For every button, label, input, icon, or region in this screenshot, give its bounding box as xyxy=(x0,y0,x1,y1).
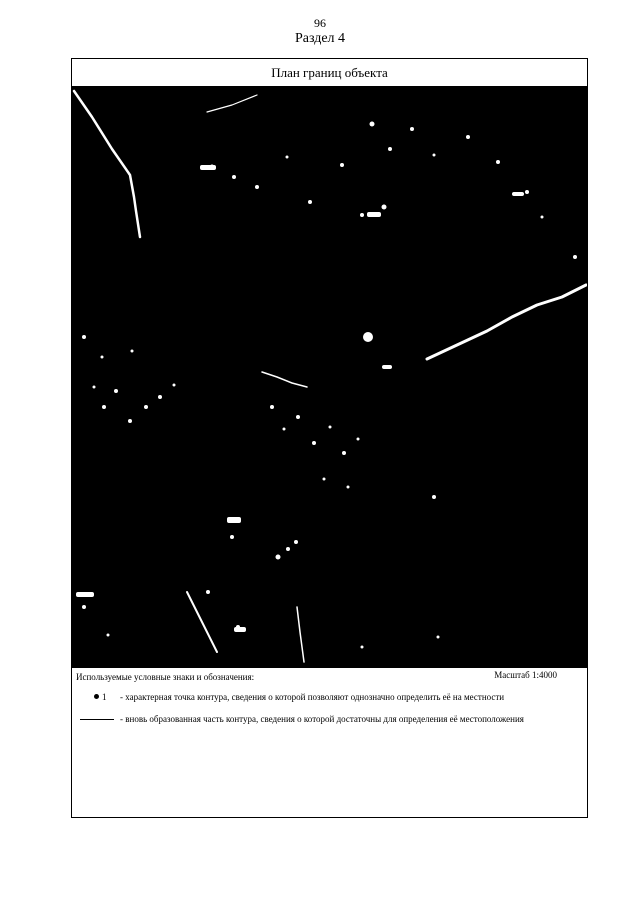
map-patch xyxy=(200,165,216,170)
map-image xyxy=(72,87,587,667)
map-speck xyxy=(294,540,298,544)
map-speck xyxy=(573,255,577,259)
point-icon xyxy=(94,694,99,699)
map-speck xyxy=(312,441,316,445)
legend-item-text: - характерная точка контура, сведения о которой позволяют однозначно определить её на местности xyxy=(120,692,505,702)
map-speck xyxy=(329,426,332,429)
map-speck xyxy=(93,386,96,389)
map-speck xyxy=(131,350,134,353)
map-speck xyxy=(541,216,544,219)
map-patch xyxy=(76,592,94,597)
section-title: Раздел 4 xyxy=(294,31,346,46)
map-speck xyxy=(433,154,436,157)
map-speck xyxy=(286,156,289,159)
map-speck xyxy=(158,395,162,399)
map-speck xyxy=(370,122,375,127)
map-background xyxy=(72,87,587,667)
map-speck xyxy=(101,356,104,359)
map-speck xyxy=(232,175,236,179)
legend-heading: Используемые условные знаки и обозначения: xyxy=(76,672,255,682)
map-speck xyxy=(382,205,387,210)
boundary-map[interactable] xyxy=(72,87,587,667)
map-speck xyxy=(114,389,118,393)
map-speck xyxy=(342,451,346,455)
map-speck xyxy=(283,428,286,431)
map-patch xyxy=(382,365,392,369)
map-speck xyxy=(230,535,234,539)
map-speck xyxy=(496,160,500,164)
map-speck xyxy=(432,495,436,499)
map-speck xyxy=(173,384,176,387)
legend-item-text: - вновь образованная часть контура, сведения о которой достаточны для определения её местоположения xyxy=(120,714,524,724)
map-speck xyxy=(323,478,326,481)
map-speck xyxy=(286,547,290,551)
map-speck xyxy=(308,200,312,204)
map-speck xyxy=(82,335,86,339)
map-speck xyxy=(270,405,274,409)
map-patch xyxy=(512,192,524,196)
map-speck xyxy=(410,127,414,131)
map-speck xyxy=(340,163,344,167)
point-number: 1 xyxy=(102,692,107,702)
map-speck xyxy=(357,438,360,441)
map-speck xyxy=(296,415,300,419)
legend xyxy=(72,667,587,817)
map-speck xyxy=(347,486,350,489)
map-speck xyxy=(206,590,210,594)
line-icon xyxy=(80,719,114,720)
map-speck xyxy=(128,419,132,423)
scale-label: Масштаб 1:4000 xyxy=(494,670,557,680)
map-patch xyxy=(367,212,381,217)
map-patch xyxy=(234,627,246,632)
map-speck xyxy=(388,147,392,151)
map-speck xyxy=(82,605,86,609)
map-speck xyxy=(255,185,259,189)
map-speck xyxy=(466,135,470,139)
plan-frame xyxy=(71,58,588,818)
map-speck xyxy=(107,634,110,637)
map-speck xyxy=(437,636,440,639)
map-speck xyxy=(360,213,364,217)
plan-title: План границ объекта xyxy=(72,59,587,87)
map-speck xyxy=(144,405,148,409)
page-number: 96 xyxy=(314,16,326,30)
map-speck xyxy=(361,646,364,649)
map-speck xyxy=(102,405,106,409)
map-point-marker xyxy=(363,332,373,342)
map-speck xyxy=(525,190,529,194)
map-patch xyxy=(227,517,241,523)
map-speck xyxy=(276,555,281,560)
